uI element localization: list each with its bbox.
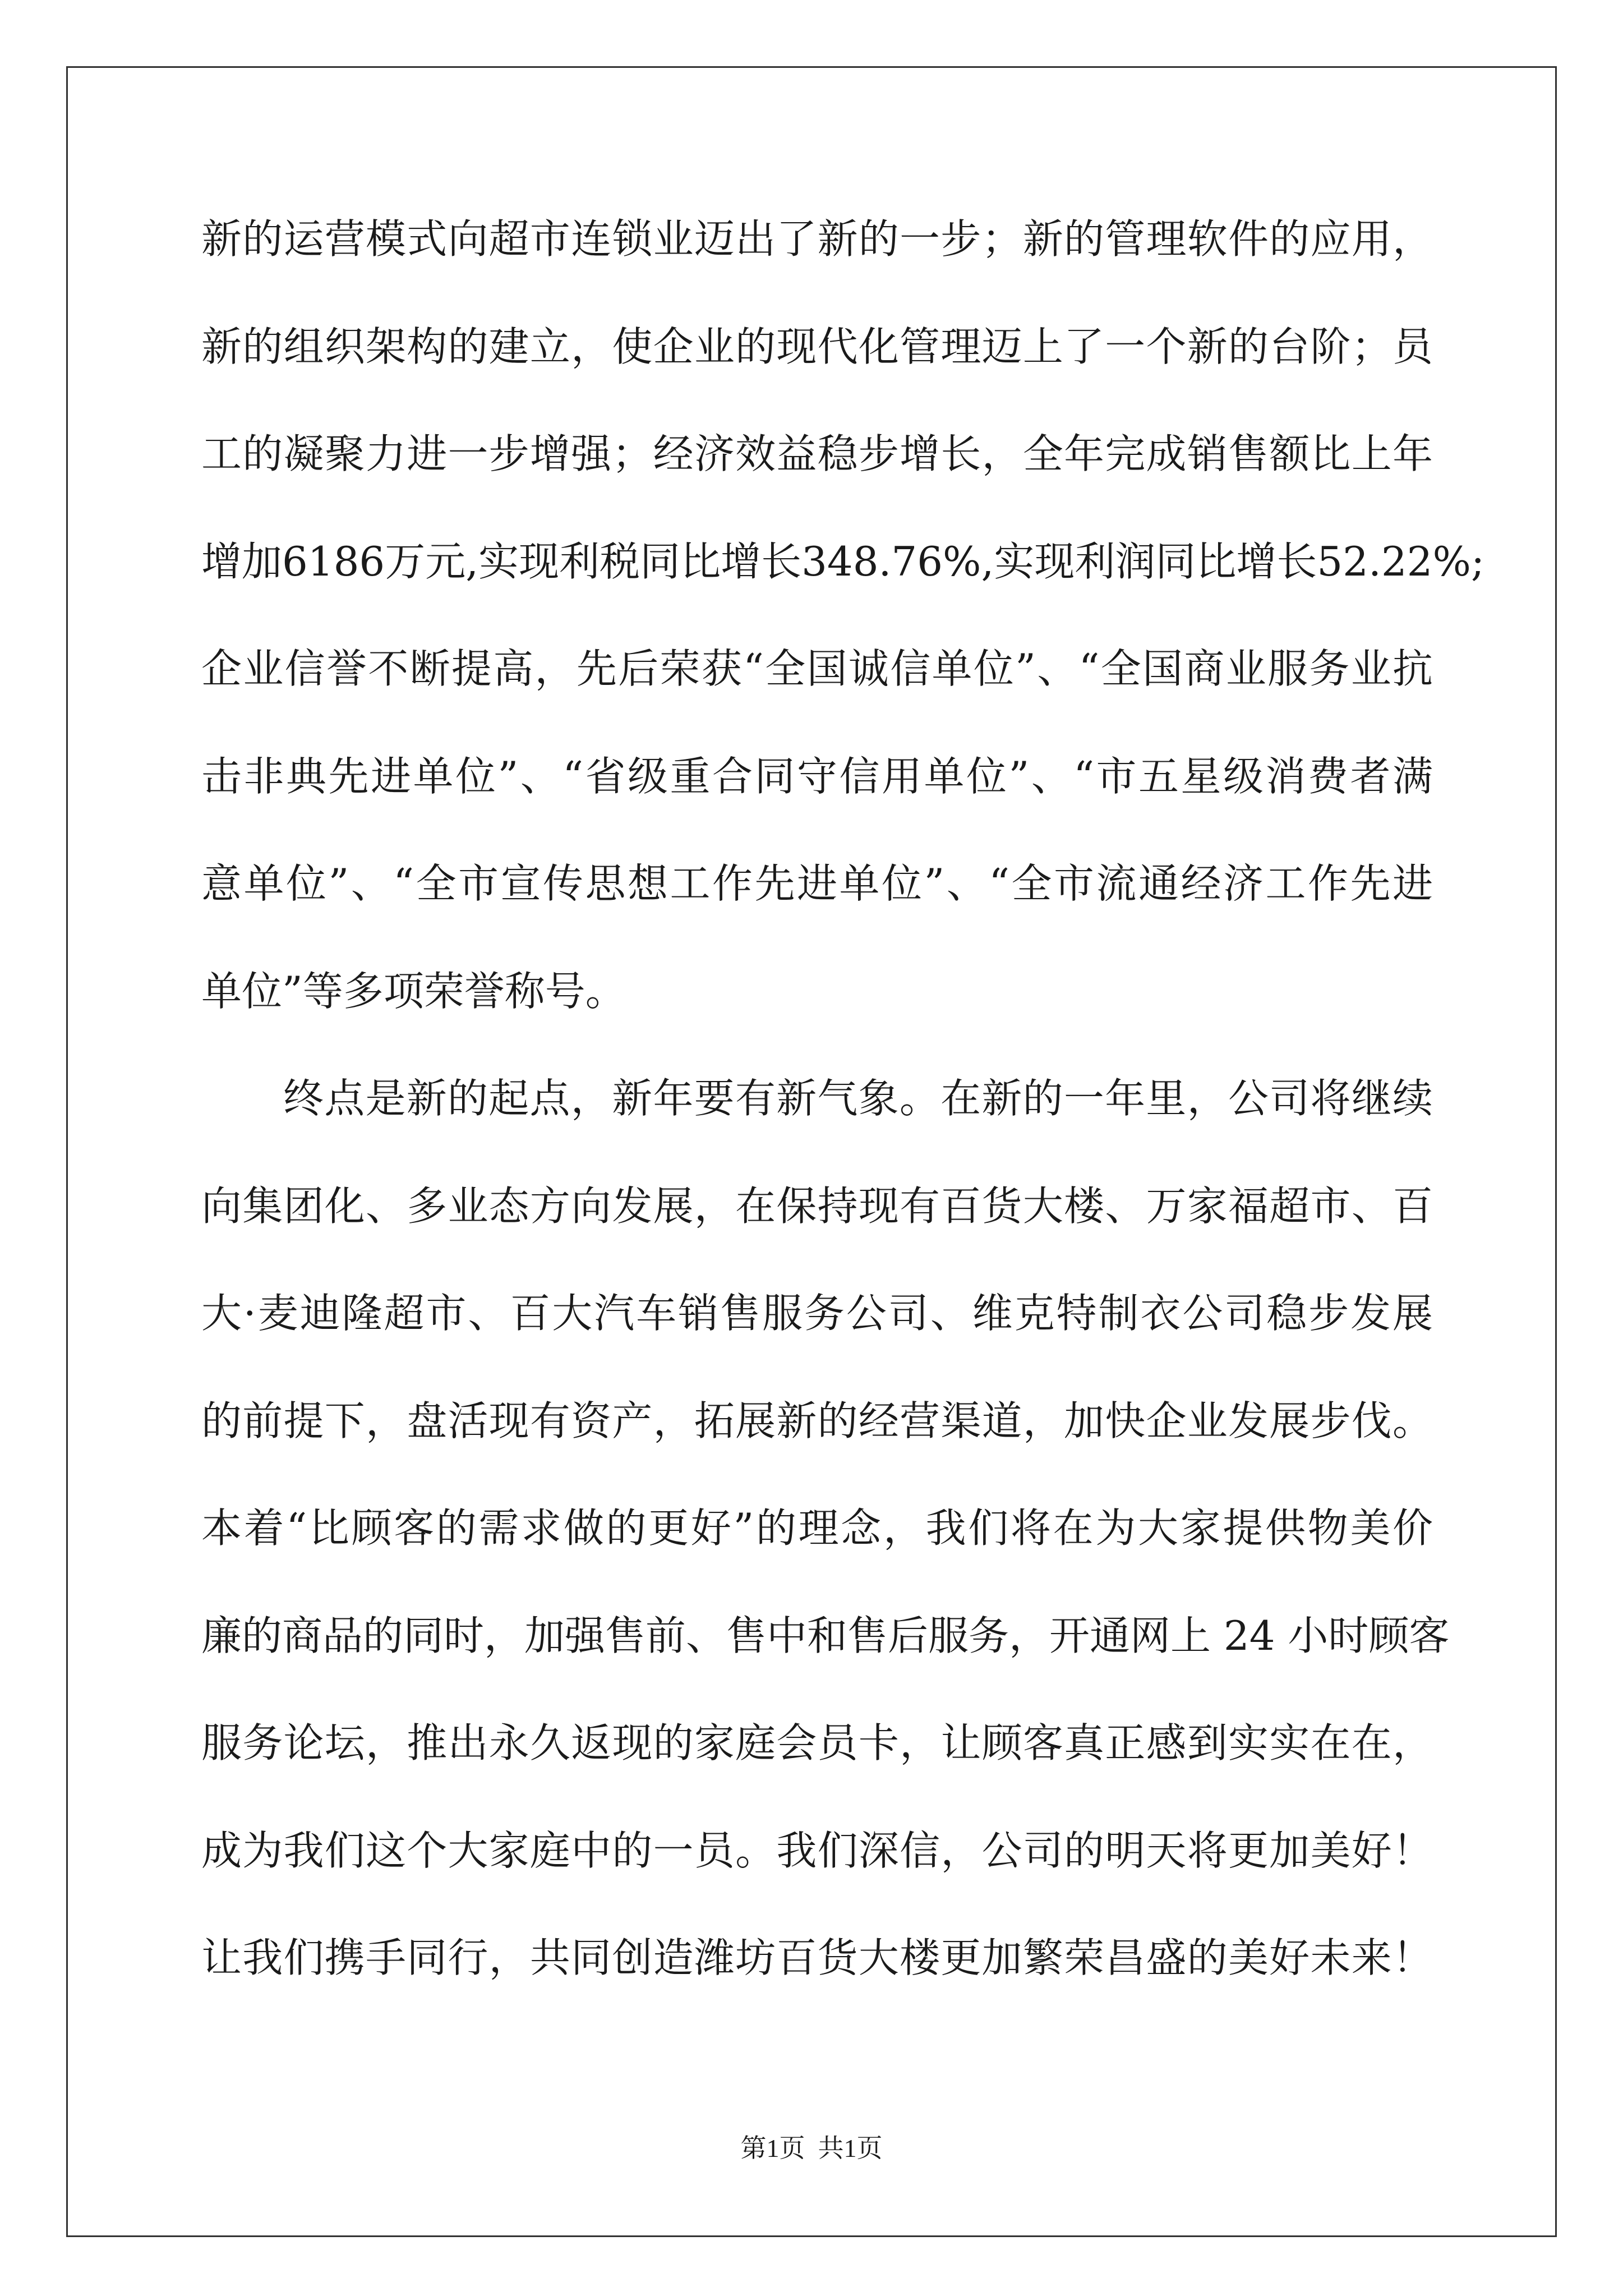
text-line: 工的凝聚力进一步增强；经济效益稳步增长，全年完成销售额比上年 (201, 430, 1433, 477)
text-line: 向集团化、多业态方向发展，在保持现有百货大楼、万家福超市、百 (201, 1182, 1433, 1230)
text-line: 服务论坛，推出永久返现的家庭会员卡，让顾客真正感到实实在在， (201, 1719, 1433, 1766)
text-line: 击非典先进单位”、“省级重合同守信用单位”、“市五星级消费者满 (201, 752, 1433, 800)
text-line: 意单位”、“全市宣传思想工作先进单位”、“全市流通经济工作先进 (201, 860, 1433, 907)
text-line: 增加6186万元,实现利税同比增长348.76%,实现利润同比增长52.22%; (201, 537, 1485, 585)
paragraph-1 (201, 186, 1485, 1045)
text-line: 让我们携手同行，共同创造潍坊百货大楼更加繁荣昌盛的美好未来！ (201, 1934, 1433, 1981)
text-line: 新的组织架构的建立，使企业的现代化管理迈上了一个新的台阶；员 (201, 323, 1433, 370)
text-line: 终点是新的起点，新年要有新气象。在新的一年里，公司将继续 (283, 1075, 1433, 1122)
text-line: 单位”等多项荣誉称号。 (201, 967, 626, 1015)
text-line: 本着“比顾客的需求做的更好”的理念，我们将在为大家提供物美价 (201, 1504, 1433, 1552)
document-body (201, 186, 1485, 2012)
text-line: 企业信誉不断提高，先后荣获“全国诚信单位”、“全国商业服务业抗 (201, 645, 1433, 692)
page-number-footer: 第1页 共1页 (740, 2134, 883, 2162)
text-line: 成为我们这个大家庭中的一员。我们深信，公司的明天将更加美好！ (201, 1826, 1433, 1874)
text-line: 廉的商品的同时，加强售前、售中和售后服务，开通网上 24 小时顾客 (201, 1612, 1450, 1659)
text-line: 新的运营模式向超市连锁业迈出了新的一步；新的管理软件的应用， (201, 215, 1433, 263)
text-line: 大·麦迪隆超市、百大汽车销售服务公司、维克特制衣公司稳步发展 (201, 1290, 1433, 1337)
paragraph-2 (201, 1045, 1450, 2012)
text-line: 的前提下，盘活现有资产，拓展新的经营渠道，加快企业发展步伐。 (201, 1397, 1433, 1444)
